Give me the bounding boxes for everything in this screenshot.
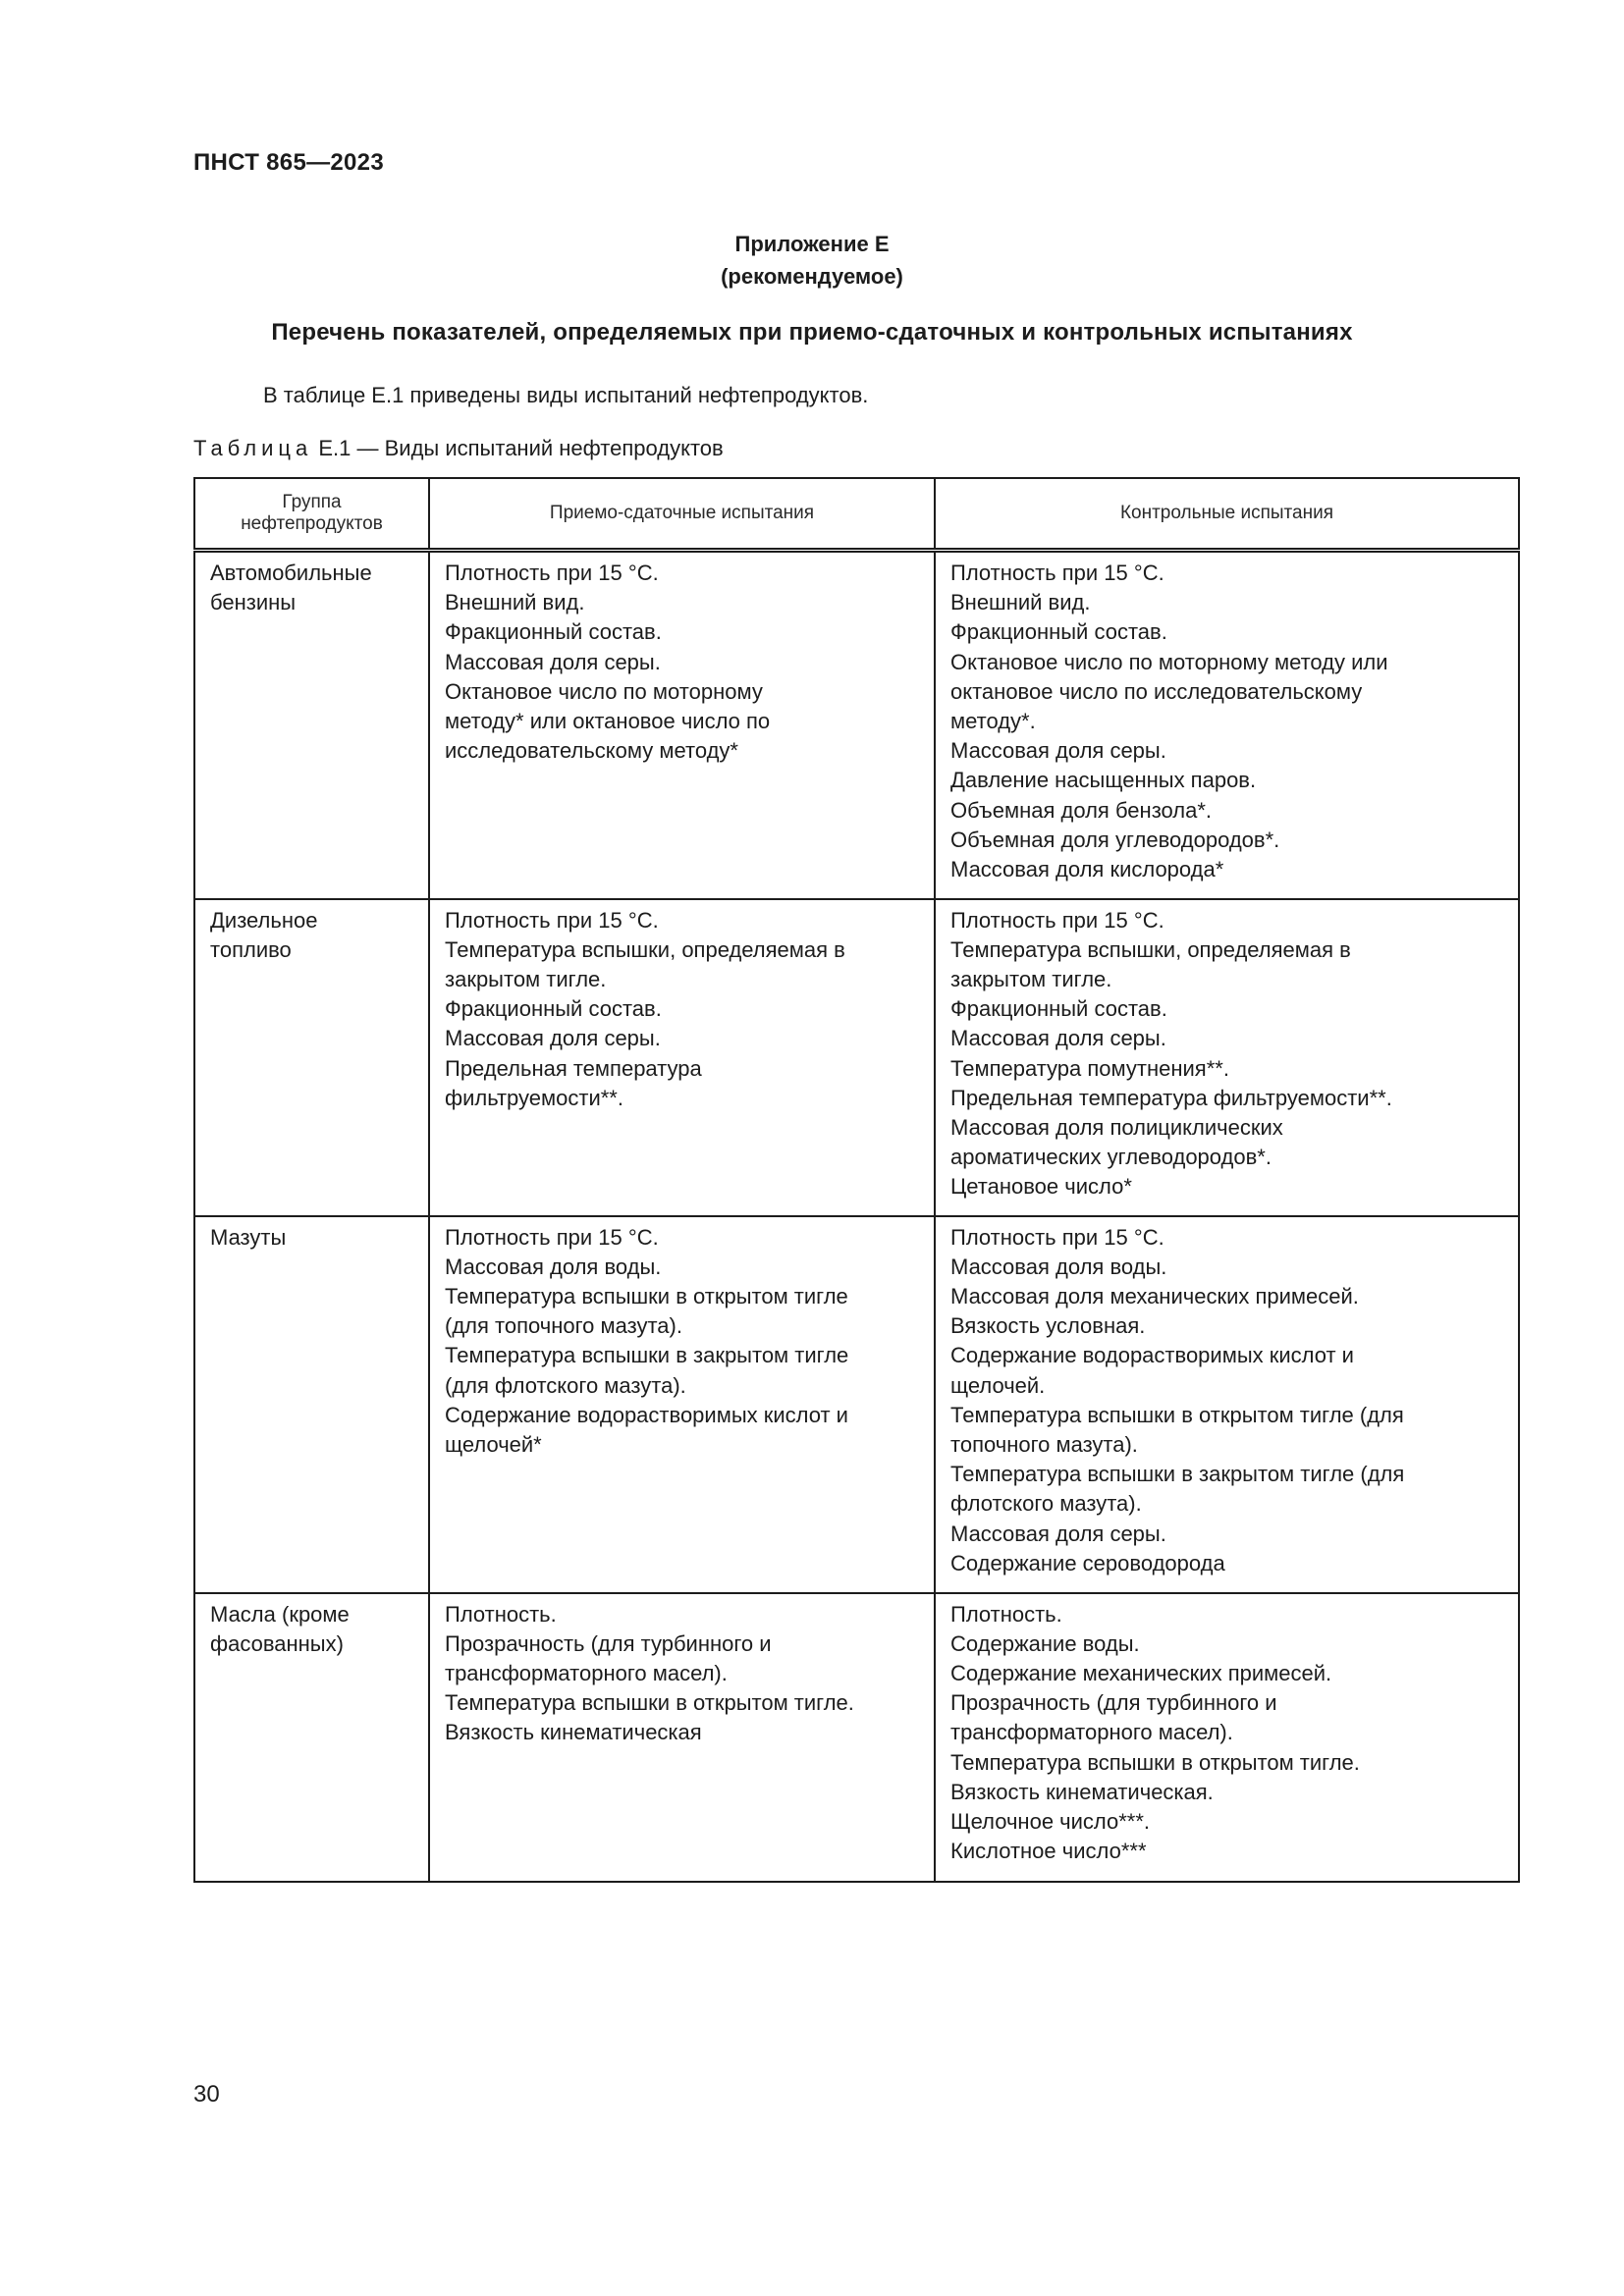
acceptance-line: Предельная температура <box>445 1055 702 1081</box>
acceptance-line: Температура вспышки в закрытом тигле <box>445 1343 849 1368</box>
acceptance-line: Температура вспышки, определяемая в <box>445 936 845 962</box>
control-line: Температура помутнения**. <box>950 1055 1229 1081</box>
control-line: Цетановое число* <box>950 1174 1132 1200</box>
acceptance-line: (для топочного мазута). <box>445 1313 682 1339</box>
acceptance-cell <box>429 551 935 899</box>
page-number: 30 <box>193 2081 220 2108</box>
control-line: Содержание водорастворимых кислот и <box>950 1343 1354 1368</box>
control-line: Внешний вид. <box>950 590 1091 615</box>
group-line: топливо <box>210 936 292 962</box>
acceptance-line: Плотность при 15 °С. <box>445 561 659 585</box>
table-caption-text: Е.1 — Виды испытаний нефтепродуктов <box>312 436 724 460</box>
acceptance-line: Фракционный состав. <box>445 996 662 1022</box>
acceptance-line: исследовательскому методу* <box>445 738 738 764</box>
control-line: Массовая доля серы. <box>950 738 1166 764</box>
control-line: Температура вспышки в открытом тигле (для <box>950 1402 1404 1427</box>
acceptance-line: Содержание водорастворимых кислот и <box>445 1402 848 1427</box>
control-line: Давление насыщенных паров. <box>950 768 1257 793</box>
control-line: Температура вспышки в открытом тигле. <box>950 1749 1360 1775</box>
control-line: Вязкость кинематическая. <box>950 1779 1214 1804</box>
control-line: Температура вспышки в закрытом тигле (для <box>950 1462 1405 1487</box>
control-line: Содержание сероводорода <box>950 1550 1225 1575</box>
appendix-status: (рекомендуемое) <box>721 264 903 289</box>
table-header-row <box>194 478 1519 551</box>
appendix-title-block <box>0 228 1624 293</box>
acceptance-line: Внешний вид. <box>445 590 585 615</box>
control-line: Объемная доля бензола*. <box>950 797 1213 823</box>
acceptance-line: фильтруемости**. <box>445 1085 623 1110</box>
tests-table <box>193 477 1520 1883</box>
control-line: Температура вспышки, определяемая в <box>950 936 1351 962</box>
header-group-line: Группа <box>282 492 342 512</box>
control-line: флотского мазута). <box>950 1491 1142 1517</box>
control-line: Предельная температура фильтруемости**. <box>950 1085 1392 1110</box>
control-line: Плотность. <box>950 1601 1062 1627</box>
acceptance-line: Прозрачность (для турбинного и <box>445 1630 772 1656</box>
group-line: Дизельное <box>210 907 318 933</box>
acceptance-line: методу* или октановое число по <box>445 709 771 734</box>
acceptance-line: Плотность при 15 °С. <box>445 907 659 933</box>
acceptance-cell <box>429 1216 935 1593</box>
group-cell <box>194 551 429 899</box>
header-acceptance: Приемо-сдаточные испытания <box>429 478 935 551</box>
control-line: Содержание воды. <box>950 1630 1140 1656</box>
control-line: щелочей. <box>950 1372 1046 1398</box>
control-line: Массовая доля кислорода* <box>950 857 1224 882</box>
acceptance-line: (для флотского мазута). <box>445 1372 686 1398</box>
control-cell <box>935 551 1519 899</box>
control-line: Плотность при 15 °С. <box>950 907 1164 933</box>
group-line: бензины <box>210 590 297 615</box>
group-line: фасованных) <box>210 1630 344 1656</box>
control-line: Фракционный состав. <box>950 619 1167 645</box>
table-caption <box>193 436 724 461</box>
acceptance-line: Температура вспышки в открытом тигле. <box>445 1690 854 1716</box>
control-line: трансформаторного масел). <box>950 1720 1233 1745</box>
acceptance-line: Октановое число по моторному <box>445 678 763 704</box>
acceptance-line: трансформаторного масел). <box>445 1660 728 1685</box>
intro-paragraph: В таблице Е.1 приведены виды испытаний нефтепродуктов. <box>263 383 869 407</box>
acceptance-line: щелочей* <box>445 1431 542 1457</box>
table-caption-prefix: Таблица <box>193 436 313 460</box>
header-group-line: нефтепродуктов <box>241 513 383 534</box>
control-cell <box>935 1593 1519 1882</box>
acceptance-line: Фракционный состав. <box>445 619 662 645</box>
control-line: Объемная доля углеводородов*. <box>950 827 1280 852</box>
control-line: Вязкость условная. <box>950 1313 1146 1339</box>
control-line: Массовая доля серы. <box>950 1521 1166 1546</box>
control-line: Плотность при 15 °С. <box>950 561 1164 585</box>
group-line: Масла (кроме <box>210 1601 350 1627</box>
acceptance-cell <box>429 899 935 1216</box>
table-row <box>194 1216 1519 1593</box>
appendix-heading: Перечень показателей, определяемых при приемо-сдаточных и контрольных испытаниях <box>271 319 1353 346</box>
control-line: Фракционный состав. <box>950 996 1167 1022</box>
acceptance-line: Массовая доля воды. <box>445 1254 662 1279</box>
control-line: Массовая доля механических примесей. <box>950 1283 1359 1308</box>
group-cell <box>194 899 429 1216</box>
control-line: Массовая доля серы. <box>950 1026 1166 1051</box>
control-line: Октановое число по моторному методу или <box>950 649 1388 674</box>
control-line: Прозрачность (для турбинного и <box>950 1690 1277 1716</box>
group-line: Автомобильные <box>210 561 372 585</box>
appendix-title: Приложение Е <box>734 232 890 256</box>
table-row <box>194 899 1519 1216</box>
control-line: ароматических углеводородов*. <box>950 1145 1272 1170</box>
acceptance-cell <box>429 1593 935 1882</box>
control-line: Массовая доля воды. <box>950 1254 1167 1279</box>
acceptance-line: Массовая доля серы. <box>445 1026 661 1051</box>
control-line: Щелочное число***. <box>950 1808 1151 1834</box>
document-code: ПНСТ 865—2023 <box>193 149 384 176</box>
acceptance-line: Массовая доля серы. <box>445 649 661 674</box>
acceptance-line: закрытом тигле. <box>445 966 607 991</box>
acceptance-line: Температура вспышки в открытом тигле <box>445 1283 848 1308</box>
control-line: октановое число по исследовательскому <box>950 678 1363 704</box>
group-cell <box>194 1593 429 1882</box>
table-row <box>194 1593 1519 1882</box>
control-line: Кислотное число*** <box>950 1839 1147 1864</box>
group-line: Мазуты <box>210 1224 287 1250</box>
control-line: Содержание механических примесей. <box>950 1660 1332 1685</box>
group-cell <box>194 1216 429 1593</box>
control-line: топочного мазута). <box>950 1431 1138 1457</box>
acceptance-line: Вязкость кинематическая <box>445 1720 702 1745</box>
control-line: Плотность при 15 °С. <box>950 1224 1164 1250</box>
header-group <box>194 478 429 551</box>
control-line: закрытом тигле. <box>950 966 1112 991</box>
control-line: методу*. <box>950 709 1036 734</box>
table-body <box>194 551 1519 1882</box>
control-cell <box>935 1216 1519 1593</box>
header-control: Контрольные испытания <box>935 478 1519 551</box>
control-line: Массовая доля полициклических <box>950 1114 1283 1140</box>
acceptance-line: Плотность при 15 °С. <box>445 1224 659 1250</box>
table-row <box>194 551 1519 899</box>
control-cell <box>935 899 1519 1216</box>
acceptance-line: Плотность. <box>445 1601 557 1627</box>
